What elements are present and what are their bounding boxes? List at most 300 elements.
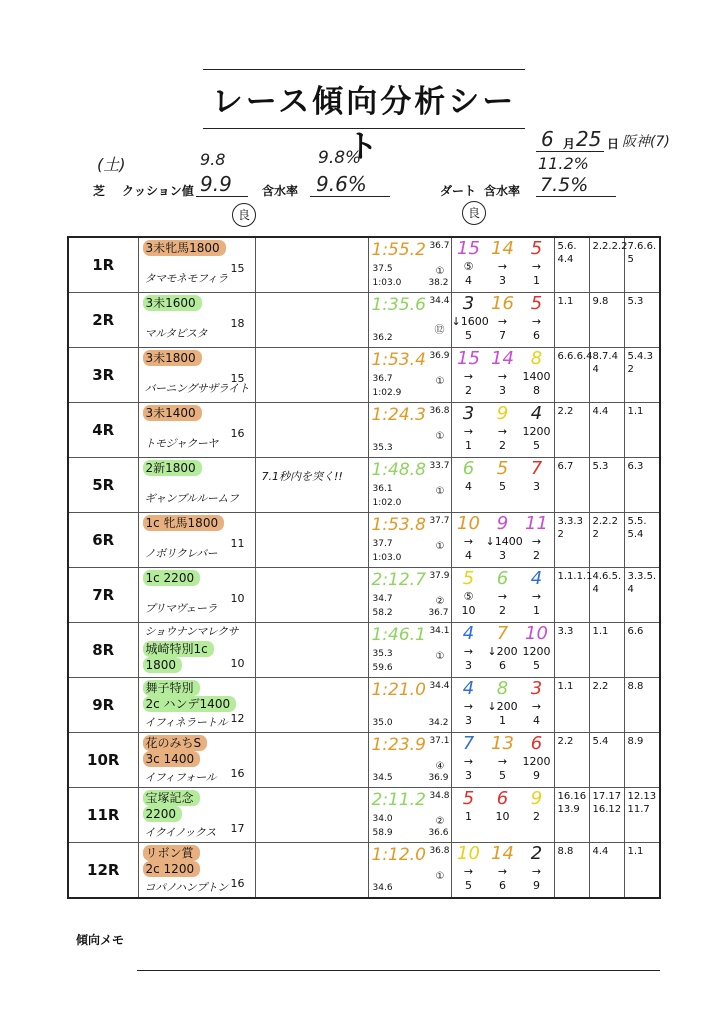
race-class-label: 2200 [143, 806, 183, 822]
placing-number: 6 [496, 788, 509, 809]
race-class-label: 3未1400 [143, 405, 202, 421]
payout-value: 4.4 [592, 406, 609, 417]
split-2: 36.2 [372, 333, 393, 343]
winner-horse: ノボリクレバー [144, 547, 218, 560]
last-3f: 37.1 [429, 736, 450, 746]
date-month-unit: 月 [563, 137, 576, 151]
placing-number: 8 [530, 348, 543, 369]
turf-moisture-label: 含水率 [262, 184, 299, 198]
placing-popularity: 5 [499, 769, 506, 782]
placing-number: 15 [457, 348, 480, 369]
race-note-cell [255, 678, 368, 733]
placing-entry [486, 678, 520, 728]
race-row [68, 733, 660, 788]
placing-popularity: 2 [499, 604, 506, 617]
placing-note: ↓1600 [451, 315, 489, 328]
placing-note: → [463, 755, 474, 768]
race-time: 1:21.0 [371, 680, 426, 700]
race-time: 1:48.8 [371, 460, 426, 480]
placing-note: → [463, 370, 474, 383]
split-1: 37.5 [372, 264, 393, 274]
placing-popularity: 5 [499, 480, 506, 493]
placing-note: → [497, 425, 508, 438]
placing-popularity: 1 [533, 604, 540, 617]
placing-entry [452, 623, 486, 673]
payout-cell [624, 237, 660, 293]
race-note-cell [255, 293, 368, 348]
turf-label: 芝 [93, 184, 106, 198]
placing-number: 4 [462, 623, 475, 644]
page-title: レース傾向分析シート [211, 84, 517, 165]
winner-position: ① [435, 431, 445, 442]
placing-note: → [497, 370, 508, 383]
dirt-label: ダート [440, 184, 477, 198]
payout-cell [624, 513, 660, 568]
placing-note: 1400 [522, 370, 551, 383]
placing-entry [452, 733, 486, 783]
placing-cell [451, 458, 554, 513]
placing-number: 10 [457, 513, 480, 534]
last-3f: 36.9 [429, 351, 450, 361]
split-2: 58.2 [372, 608, 393, 618]
placing-number: 14 [491, 238, 514, 259]
payout-cell [554, 237, 589, 293]
winner-horse: イクイノックス [144, 826, 216, 839]
payout-value: 6.7 [557, 461, 574, 472]
placing-popularity: 6 [499, 659, 506, 672]
payout-cell [589, 513, 624, 568]
date-rule-1 [536, 151, 604, 152]
split-1: 37.7 [372, 539, 393, 549]
race-note-cell [255, 403, 368, 458]
race-note-cell [255, 733, 368, 788]
race-class-label: 1800 [143, 657, 183, 673]
winner-horse: マルタビスタ [144, 327, 208, 340]
payout-cell [624, 788, 660, 843]
placing-cell [451, 788, 554, 843]
placing-entry [452, 843, 486, 893]
placing-number: 14 [491, 348, 514, 369]
winner-position: ① [435, 541, 445, 552]
winner-position: ④ [435, 761, 445, 772]
placing-note: → [497, 865, 508, 878]
placing-number: 4 [462, 678, 475, 699]
payout-value: 8.8 [627, 681, 644, 692]
winner-position: ② [435, 596, 445, 607]
placing-popularity: 4 [465, 549, 472, 562]
field-size: 10 [230, 592, 245, 605]
payout-cell [589, 403, 624, 458]
field-size: 12 [230, 712, 245, 725]
date-month: 6 [541, 127, 554, 151]
payout-value: 2.2 [557, 406, 574, 417]
payout-cell [624, 733, 660, 788]
placing-note: → [497, 755, 508, 768]
placing-entry [452, 403, 486, 453]
last-3f: 36.8 [429, 406, 450, 416]
placing-note: ⑤ [463, 590, 474, 603]
date-day-unit: 日 [607, 137, 620, 151]
placing-number: 15 [457, 238, 480, 259]
placing-entry [520, 788, 554, 824]
dirt-moisture-value-1: 11.2% [538, 154, 589, 173]
race-table [67, 236, 661, 899]
field-size: 16 [230, 427, 245, 440]
payout-value: 6.6 [627, 626, 644, 637]
race-time: 2:11.2 [371, 790, 426, 810]
field-size: 18 [230, 317, 245, 330]
placing-entry [451, 293, 489, 343]
title-top-rule [203, 69, 525, 70]
payout-value: 4.4 [592, 846, 609, 857]
placing-number: 16 [491, 293, 514, 314]
payout-cell [554, 348, 593, 403]
placing-number: 6 [530, 733, 543, 754]
placing-popularity: 5 [465, 879, 472, 892]
payout-value: 5.4.3 2 [627, 351, 653, 375]
placing-number: 13 [491, 733, 514, 754]
race-time-cell [368, 788, 451, 843]
turf-condition-mark: 良 [232, 203, 256, 227]
payout-value: 1.1 [557, 681, 574, 692]
split-2: 59.6 [372, 663, 393, 673]
race-class-cell [138, 348, 255, 403]
placing-cell [451, 403, 554, 458]
split-2: 35.0 [372, 718, 393, 728]
race-class-label: 3c 1400 [143, 751, 201, 767]
payout-value: 5.4 [592, 736, 609, 747]
race-time: 1:35.6 [371, 295, 426, 315]
payout-cell [624, 458, 660, 513]
race-row [68, 568, 660, 623]
memo-label: 傾向メモ [76, 933, 125, 947]
winner-horse: イフィネラートル [144, 716, 228, 729]
placing-entry [452, 678, 486, 728]
race-class-cell [138, 788, 255, 843]
placing-entry [486, 458, 520, 494]
split-2: 58.9 [372, 828, 393, 838]
race-class-cell [138, 513, 255, 568]
payout-cell [624, 293, 660, 348]
race-row [68, 843, 660, 899]
race-number: 6R [68, 513, 138, 568]
race-class-label: リボン賞 [143, 845, 200, 861]
split-1: 35.3 [372, 649, 393, 659]
split-2: 35.3 [372, 443, 393, 453]
placing-number: 6 [496, 568, 509, 589]
placing-note: → [463, 865, 474, 878]
payout-cell [589, 623, 624, 678]
placing-popularity: 2 [465, 384, 472, 397]
placing-cell [451, 237, 554, 293]
placing-number: 4 [530, 568, 543, 589]
placing-popularity: 6 [533, 329, 540, 342]
race-class-cell [138, 458, 255, 513]
placing-note: → [531, 865, 542, 878]
placing-popularity: 9 [533, 879, 540, 892]
turf-moisture-value-2: 9.6% [316, 172, 367, 196]
placing-entry [452, 788, 486, 824]
dirt-condition-mark: 良 [462, 201, 486, 225]
payout-cell [554, 403, 589, 458]
placing-popularity: 3 [499, 384, 506, 397]
payout-value: 5.3 [592, 461, 609, 472]
placing-popularity: 2 [533, 810, 540, 823]
race-time-cell [368, 513, 451, 568]
race-time-cell [368, 348, 451, 403]
winner-position: ⑫ [434, 325, 445, 336]
last-3f: 34.8 [429, 791, 450, 801]
race-time-cell [368, 678, 451, 733]
turf-cushion-value-2: 9.9 [200, 172, 232, 196]
race-row [68, 293, 660, 348]
placing-number: 3 [462, 403, 475, 424]
race-number: 10R [68, 733, 138, 788]
winner-position: ① [435, 651, 445, 662]
placing-popularity: 1 [533, 274, 540, 287]
payout-cell [589, 843, 624, 899]
turf-moisture-value-1: 9.8% [318, 148, 362, 168]
winner-horse: プリマヴェーラ [144, 602, 217, 615]
race-class-cell [138, 678, 255, 733]
split-2: 1:02.9 [372, 388, 402, 398]
placing-popularity: 4 [465, 480, 472, 493]
race-number: 1R [68, 237, 138, 293]
placing-popularity: 9 [533, 769, 540, 782]
field-size: 16 [230, 767, 245, 780]
race-class-cell [138, 843, 255, 899]
race-time: 1:24.3 [371, 405, 426, 425]
placing-popularity: 5 [533, 659, 540, 672]
placing-note: → [463, 645, 474, 658]
placing-number: 9 [496, 513, 509, 534]
race-class-cell [138, 403, 255, 458]
race-number: 12R [68, 843, 138, 899]
placing-popularity: 8 [533, 384, 540, 397]
placing-cell [451, 348, 554, 403]
payout-cell [554, 293, 589, 348]
race-class-cell [138, 237, 255, 293]
placing-popularity: 7 [499, 329, 506, 342]
placing-number: 11 [525, 513, 548, 534]
placing-entry [452, 458, 486, 494]
placing-cell [451, 678, 554, 733]
placing-popularity: 1 [465, 439, 472, 452]
race-note: 7.1秒内を突く!! [261, 470, 343, 483]
payout-value: 3.3.3 2 [557, 516, 583, 540]
placing-note: → [531, 315, 542, 328]
payout-value: 2.2.2 2 [592, 516, 618, 540]
payout-value: 5.3 [627, 296, 644, 307]
race-note-cell [255, 788, 368, 843]
payout-cell [589, 733, 624, 788]
split-3: 36.6 [428, 828, 449, 838]
placing-entry [452, 513, 486, 563]
payout-cell [554, 513, 589, 568]
placing-cell [451, 293, 554, 348]
placing-entry [486, 348, 520, 398]
placing-entry [485, 513, 523, 563]
race-time: 1:12.0 [371, 845, 426, 865]
placing-number: 9 [530, 788, 543, 809]
date-venue: 阪神(7) [622, 134, 670, 150]
winner-horse: トモジャクーヤ [144, 437, 218, 450]
split-2: 1:02.0 [372, 498, 402, 508]
placing-number: 8 [496, 678, 509, 699]
payout-cell [589, 237, 628, 293]
placing-popularity: 5 [465, 329, 472, 342]
race-class-label: 1c 牝馬1800 [143, 515, 225, 531]
last-3f: 33.7 [429, 461, 450, 471]
memo-rule [137, 970, 660, 971]
placing-popularity: 2 [533, 549, 540, 562]
payout-value: 8.8 [557, 846, 574, 857]
race-row [68, 237, 660, 293]
payout-value: 17.17 16.12 [592, 791, 622, 815]
placing-entry [452, 238, 486, 288]
placing-popularity: 2 [499, 439, 506, 452]
race-number: 5R [68, 458, 138, 513]
winner-horse: コパノハンプトン [144, 881, 228, 894]
winner-horse: タマモネモフィラ [144, 272, 228, 285]
race-row [68, 348, 660, 403]
placing-entry [520, 733, 554, 783]
payout-cell [554, 623, 589, 678]
race-class-label: 3未1600 [143, 295, 202, 311]
race-class-cell [138, 623, 255, 678]
payout-value: 7.6.6. 5 [627, 241, 657, 265]
placing-entry [486, 733, 520, 783]
race-number: 8R [68, 623, 138, 678]
last-3f: 36.7 [429, 241, 450, 251]
last-3f: 36.8 [429, 846, 450, 856]
placing-popularity: 3 [499, 549, 506, 562]
placing-entry [486, 403, 520, 453]
race-class-label: 3未1800 [143, 350, 202, 366]
race-time: 1:53.8 [371, 515, 426, 535]
placing-entry [520, 843, 554, 893]
field-size: 15 [230, 372, 245, 385]
race-note-cell [255, 348, 368, 403]
race-note-cell [255, 458, 368, 513]
race-time-cell [368, 403, 451, 458]
placing-popularity: 3 [465, 714, 472, 727]
placing-number: 4 [530, 403, 543, 424]
placing-cell [451, 843, 554, 899]
payout-value: 1.1.1.1 [557, 571, 593, 582]
placing-entry [520, 403, 554, 453]
placing-number: 5 [462, 568, 475, 589]
placing-number: 3 [462, 293, 475, 314]
placing-note: 1200 [522, 645, 551, 658]
payout-cell [624, 403, 660, 458]
race-class-label: 舞子特別 [143, 680, 200, 696]
split-3: 38.2 [428, 278, 449, 288]
placing-popularity: 3 [465, 659, 472, 672]
placing-number: 5 [530, 238, 543, 259]
payout-cell [554, 843, 589, 899]
placing-number: 7 [462, 733, 475, 754]
placing-number: 7 [530, 458, 543, 479]
placing-note: ↓200 [487, 700, 518, 713]
race-time-cell [368, 568, 451, 623]
placing-entry [452, 348, 486, 398]
winner-horse: バーニングサザライト [144, 382, 249, 395]
placing-note: → [531, 700, 542, 713]
placing-note: → [463, 425, 474, 438]
payout-cell [624, 568, 660, 623]
placing-number: 2 [530, 843, 543, 864]
payout-cell [554, 458, 589, 513]
placing-note: → [463, 700, 474, 713]
race-time: 1:53.4 [371, 350, 426, 370]
placing-entry [520, 458, 554, 494]
placing-number: 6 [462, 458, 475, 479]
placing-number: 5 [496, 458, 509, 479]
placing-entry [520, 678, 554, 728]
placing-popularity: 6 [499, 879, 506, 892]
turf-moisture-rule [310, 196, 390, 197]
split-1: 34.7 [372, 594, 393, 604]
race-class-label: 花のみちS [143, 735, 208, 751]
placing-note: → [497, 315, 508, 328]
race-number: 7R [68, 568, 138, 623]
payout-value: 1.1 [557, 296, 574, 307]
placing-popularity: 10 [495, 810, 510, 823]
placing-note: 1200 [522, 755, 551, 768]
field-size: 17 [230, 822, 245, 835]
race-class-label: 城崎特別1c [143, 641, 214, 657]
date-day: 25 [576, 127, 602, 151]
split-2: 34.5 [372, 773, 393, 783]
payout-cell [624, 678, 660, 733]
placing-number: 5 [530, 293, 543, 314]
placing-popularity: 3 [465, 769, 472, 782]
day-of-week: (土) [97, 155, 126, 174]
payout-cell [554, 678, 589, 733]
payout-cell [554, 733, 589, 788]
placing-note: → [531, 260, 542, 273]
race-class-label: 2新1800 [143, 460, 202, 476]
placing-popularity: 4 [465, 274, 472, 287]
race-time: 1:23.9 [371, 735, 426, 755]
placing-entry [486, 788, 520, 824]
payout-value: 6.6.6.4 [557, 351, 593, 362]
winner-position: ① [435, 486, 445, 497]
placing-note: → [463, 535, 474, 548]
split-3: 36.7 [428, 608, 449, 618]
payout-cell [624, 843, 660, 899]
race-time-cell [368, 458, 451, 513]
race-note-cell [255, 568, 368, 623]
placing-note: 1200 [522, 425, 551, 438]
race-row [68, 678, 660, 733]
placing-cell [451, 623, 554, 678]
cushion-rule [196, 196, 248, 197]
field-size: 10 [230, 657, 245, 670]
payout-value: 5.5. 5.4 [627, 516, 647, 540]
placing-note: → [497, 260, 508, 273]
split-2: 1:03.0 [372, 278, 402, 288]
field-size: 11 [230, 537, 245, 550]
cushion-label: クッション値 [122, 184, 194, 198]
placing-number: 9 [496, 403, 509, 424]
payout-cell [624, 348, 660, 403]
placing-number: 7 [496, 623, 509, 644]
dirt-moisture-label: 含水率 [484, 184, 521, 198]
split-1: 36.1 [372, 484, 393, 494]
payout-cell [589, 293, 624, 348]
